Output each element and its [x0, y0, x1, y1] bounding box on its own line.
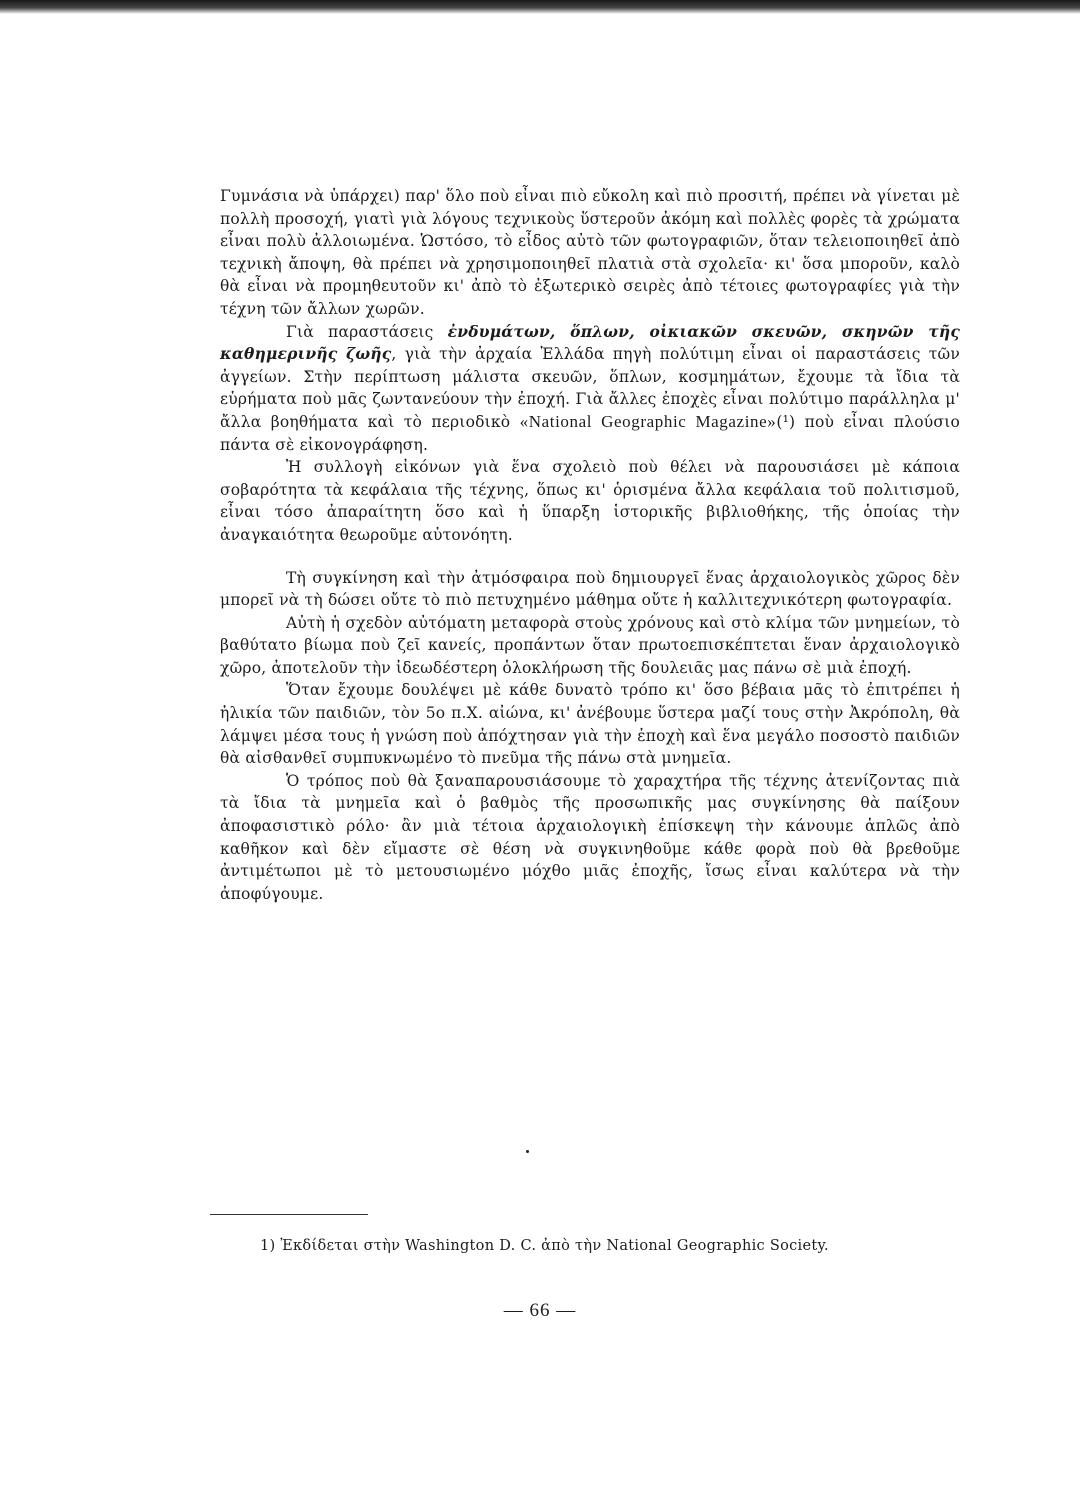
scan-top-edge	[0, 0, 1080, 14]
footnote-separator	[210, 1214, 368, 1215]
footnote: 1) Ἐκδίδεται στὴν Washington D. C. ἀπὸ τὴν National Geographic Society.	[260, 1238, 829, 1254]
page-number: — 66 —	[503, 1300, 577, 1321]
magazine-title: «National Geographic Magazine»	[519, 411, 777, 431]
paragraph-text: Γιὰ παραστάσεις	[286, 322, 448, 341]
paragraph-text: Ὅταν ἔχουμε δουλέψει μὲ κάθε δυνατὸ τρόπο κι' ὅσο βέβαια μᾶς τὸ ἐπιτρέπει ἡ ἡλικία τῶν παιδιῶν, τὸν 5ο π.Χ. αἰώνα, κι' ἀνέβουμε ὕστερα μαζί τους στὴν Ἀκρόπολη, θὰ λάμψει μέσα τους ἡ γνώση ποὺ ἀπόχτησαν γιὰ τὴν ἐποχὴ καὶ ἕνα μεγάλο ποσοστὸ παιδιῶν θὰ αἰσθανθεῖ συμπυκνωμένο τὸ πνεῦμα τῆς πάνω στὰ μνημεῖα.	[220, 681, 960, 768]
paragraph-text: Ἡ συλλογὴ εἰκόνων γιὰ ἕνα σχολειὸ ποὺ θέλει νὰ παρουσιάσει μὲ κάποια σοβαρότητα τὰ κεφάλαια τῆς τέχνης, ὅπως κι' ὁρισμένα ἄλλα κεφάλαια τοῦ πολιτισμοῦ, εἶναι τόσο ἀπαραίτητη ὅσο καὶ ἡ ὕπαρξη ἱστορικῆς βιβλιοθήκης, τῆς ὁποίας τὴν ἀναγκαιότητα θεωροῦμε αὐτονόητη.	[220, 458, 960, 544]
paragraph-text: Αὐτὴ ἡ σχεδὸν αὐτόματη μεταφορὰ στοὺς χρόνους καὶ στὸ κλίμα τῶν μνημείων, τὸ βαθύτατο βίωμα ποὺ ζεῖ κανείς, προπάντων ὅταν πρωτοεπισκέπτεται ἕναν ἀρχαιολογικὸ χῶρο, ἀποτελοῦν τὴν ἰδεωδέστερη ὁλοκλήρωση τῆς δουλειᾶς μας πάνω σὲ μιὰ ἐποχή.	[220, 613, 960, 677]
paragraph-text: Γυμνάσια νὰ ὑπάρχει) παρ' ὅλο ποὺ εἶναι πιὸ εὔκολη καὶ πιὸ προσιτή, πρέπει νὰ γίνεται μὲ πολλὴ προσοχή, γιατὶ γιὰ λόγους τεχνικοὺς ὕστεροῦν ἀκόμη καὶ πολλὲς φορὲς τὰ χρώματα εἶναι πολὺ ἀλλοιωμένα. Ὡστόσο, τὸ εἶδος αὐτὸ τῶν φωτογραφιῶν, ὅταν τελειοποιηθεῖ ἀπὸ τεχνικὴ ἄποψη, θὰ πρέπει νὰ χρησιμοποιηθεῖ πλατιὰ στὰ σχολεῖα· κι' ὅσα μποροῦν, καλὸ θὰ εἶναι νὰ προμηθευτοῦν κι' ἀπὸ τὸ ἐξωτερικὸ σειρὲς ἀπὸ τέτοιες φωτογραφίες γιὰ τὴν τέχνη τῶν ἄλλων χωρῶν.	[220, 187, 960, 318]
emphasized-text: ἐνδυμάτων, ὅπλων, οἰκιακῶν σκευῶν, σκηνῶν τῆς καθημερινῆς ζωῆς	[220, 321, 960, 364]
paragraph	[220, 612, 960, 680]
paragraph-text: , γιὰ τὴν ἀρχαία Ἑλλάδα πηγὴ πολύτιμη εἶναι οἱ παραστάσεις τῶν ἀγγείων. Στὴν περίπτωση μάλιστα σκευῶν, ὅπλων, κοσμημάτων, ἔχουμε τὰ ἴδια τὰ εὑρήματα ποὺ μᾶς ζωντανεύουν τὴν ἐποχή. Γιὰ ἄλλες ἐποχὲς εἶναι πολύτιμο παράλληλα μ' ἄλλα βοηθήματα καὶ τὸ περιοδικὸ	[220, 345, 960, 431]
main-text	[220, 185, 960, 905]
paragraph-text: Ὁ τρόπος ποὺ θὰ ξαναπαρουσιάσουμε τὸ χαραχτήρα τῆς τέχνης ἀτενίζοντας πιὰ τὰ ἴδια τὰ μνημεῖα καὶ ὁ βαθμὸς τῆς προσωπικῆς μας συγκίνησης θὰ παίξουν ἀποφασιστικὸ ρόλο· ἂν μιὰ τέτοια ἀρχαιολογικὴ ἐπίσκεψη τὴν κάνουμε ἁπλῶς ἀπὸ καθῆκον καὶ δὲν εἴμαστε σὲ θέση νὰ συγκινηθοῦμε κάθε φορὰ ποὺ θὰ βρεθοῦμε ἀντιμέτωποι μὲ τὸ μετουσιωμένο μόχθο μιᾶς ἐποχῆς, ἴσως εἶναι καλύτερα νὰ τὴν ἀποφύγουμε.	[220, 771, 960, 903]
paragraph	[220, 679, 960, 769]
paragraph	[220, 185, 960, 321]
paragraph-text: Τὴ συγκίνηση καὶ τὴν ἀτμόσφαιρα ποὺ δημιουργεῖ ἕνας ἀρχαιολογικὸς χῶρος δὲν μπορεῖ νὰ τὴ δώσει οὔτε τὸ πιὸ πετυχημένο μάθημα οὔτε ἡ καλλιτεχνικότερη φωτογραφία.	[220, 568, 960, 610]
paragraph	[220, 321, 960, 457]
paragraph	[220, 456, 960, 546]
paragraph-text: (¹) ποὺ εἶναι πλούσιο πάντα σὲ εἰκονογράφηση.	[220, 412, 960, 454]
paragraph	[220, 770, 960, 906]
paragraph	[220, 567, 960, 612]
scan-speck	[526, 1150, 529, 1153]
